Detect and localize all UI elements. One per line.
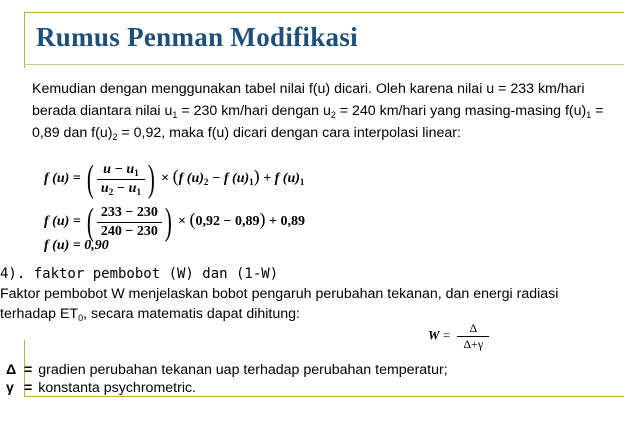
section-heading: 4). faktor pembobot (W) dan (1-W) [0, 266, 279, 282]
section-body: Faktor pembobot W menjelaskan bobot pengaruh perubahan tekanan, dan energi radiasi terhadap $ET_0$, secara matematis dapat dihitung: [0, 286, 559, 323]
w-fraction: $\frac{\Delta}{\Delta+\gamma}$ [457, 321, 489, 352]
delta-symbol: Δ [6, 362, 17, 378]
equation-1: f (u) = ( $\frac{u - u_1}{u_2 - u_1}$ ) × (f $(u)_2 - f$ $(u)_1) + f$ $(u)_1$ [44, 158, 305, 200]
definition-delta: Δ = gradien perubahan tekanan uap terhadap perubahan temperatur; [6, 362, 448, 378]
eq2-fraction: $\frac{233 - 230}{240 - 230}$ [97, 205, 162, 240]
frame-top-line [24, 12, 624, 13]
eq1-fraction: $\frac{u - u_1}{u_2 - u_1}$ [97, 162, 145, 197]
w-formula: W = $\frac{\Delta}{\Delta+\gamma}$ [428, 321, 489, 352]
frame-bottom-line [24, 396, 624, 397]
definition-gamma: γ = konstanta psychrometric. [6, 380, 197, 396]
intro-paragraph: Kemudian dengan menggunakan tabel nilai f(u) dicari. Oleh karena nilai u = 233 km/hari berada diantara nilai $u_1 = 230$ km/hari dengan $u_2 = 240$ km/hari yang masing-masing $f(u)_1 = 0,89$ dan $f(u)_2 = 0,92$, maka f(u) dicari dengan cara interpolasi linear: [32, 81, 604, 142]
equation-2: f (u) = ( $\frac{233 - 230}{240 - 230}$ ) × (0,92 − 0,89) + 0,89 [44, 201, 305, 243]
title-divider [24, 64, 624, 65]
slide-title: Rumus Penman Modifikasi [36, 22, 358, 52]
equation-3: f (u) = 0,90 [44, 238, 109, 253]
frame-left-line [24, 12, 25, 68]
gamma-symbol: γ [6, 380, 14, 396]
